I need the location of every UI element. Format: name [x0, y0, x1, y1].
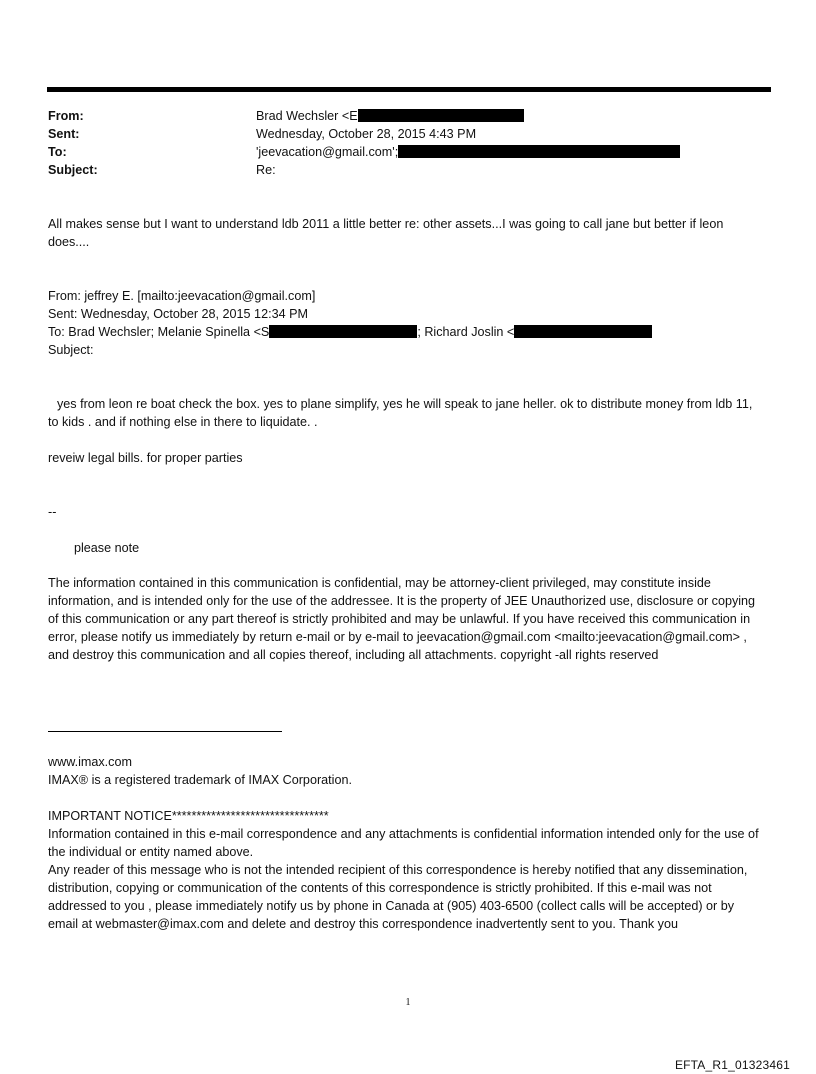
from-row	[48, 107, 768, 125]
reply-body: All makes sense but I want to understand ldb 2011 a little better re: other assets...I was going to call jane but better if leon does....	[48, 217, 724, 249]
page-number: 1	[405, 997, 411, 1008]
body-paragraph-2: reveiw legal bills. for proper parties	[48, 451, 243, 465]
to-row	[48, 143, 768, 161]
please-note: please note	[74, 541, 140, 555]
signature-separator: --	[48, 505, 57, 519]
quoted-subject-line: Subject:	[48, 343, 94, 357]
important-notice	[48, 807, 762, 933]
redaction-bar	[358, 109, 524, 122]
imax-footer	[48, 753, 764, 789]
notice-title: IMPORTANT NOTICE********************************	[48, 809, 329, 823]
subject-row	[48, 161, 768, 179]
subject-value: Re:	[256, 163, 276, 177]
redaction-bar	[269, 325, 417, 338]
confidentiality-notice: The information contained in this communication is confidential, may be attorney-client privileged, may constitute inside information, and is intended only for the use of the addressee. It is the property of JEE Unauthorized use, disclosure or copying of this communication or any part thereof is strictly prohibited and may be unlawful. If you have received this communication in error, please notify us immediately by return e-mail or by e-mail to jeevacation@gmail.com <mailto:jeevacation@gmail.com> , and destroy this communication and all copies thereof, including all attachments. copyright -all rights reserved	[48, 576, 756, 662]
subject-label: Subject:	[48, 163, 98, 177]
email-header	[48, 107, 768, 179]
redaction-bar	[514, 325, 652, 338]
quoted-to-line: To: Brad Wechsler; Melanie Spinella <S ; Richard Joslin <	[48, 323, 764, 341]
imax-url: www.imax.com	[48, 755, 132, 769]
to-value: 'jeevacation@gmail.com';	[256, 143, 768, 161]
body-paragraph-1: yes from leon re boat check the box. yes to plane simplify, yes he will speak to jane heller. ok to distribute money from ldb 11, to kids . and if nothing else in there to liquidate. .	[48, 397, 753, 429]
sent-label: Sent:	[48, 127, 80, 141]
quoted-sent-line: Sent: Wednesday, October 28, 2015 12:34 PM	[48, 307, 308, 321]
quoted-from-line: From: jeffrey E. [mailto:jeevacation@gmail.com]	[48, 289, 316, 303]
sent-row	[48, 125, 768, 143]
quoted-header	[48, 287, 764, 359]
document-id: EFTA_R1_01323461	[674, 1058, 790, 1072]
from-value: Brad Wechsler <E	[256, 107, 768, 125]
sent-value: Wednesday, October 28, 2015 4:43 PM	[256, 127, 477, 141]
notice-paragraph-1: Information contained in this e-mail correspondence and any attachments is confidential information intended only for the use of the individual or entity named above.	[48, 827, 759, 859]
to-label: To:	[48, 145, 67, 159]
header-rule	[47, 87, 771, 92]
divider	[48, 731, 282, 732]
from-label: From:	[48, 109, 84, 123]
redaction-bar	[398, 145, 680, 158]
imax-trademark: IMAX® is a registered trademark of IMAX Corporation.	[48, 773, 352, 787]
notice-paragraph-2: Any reader of this message who is not the intended recipient of this correspondence is hereby notified that any dissemination, distribution, copying or communication of the contents of this correspondence is strictly prohibited. If this e-mail was not addressed to you , please immediately notify us by phone in Canada at (905) 403-6500 (collect calls will be accepted) or by email at webmaster@imax.com and delete and destroy this correspondence inadvertently sent to you. Thank you	[48, 863, 748, 931]
